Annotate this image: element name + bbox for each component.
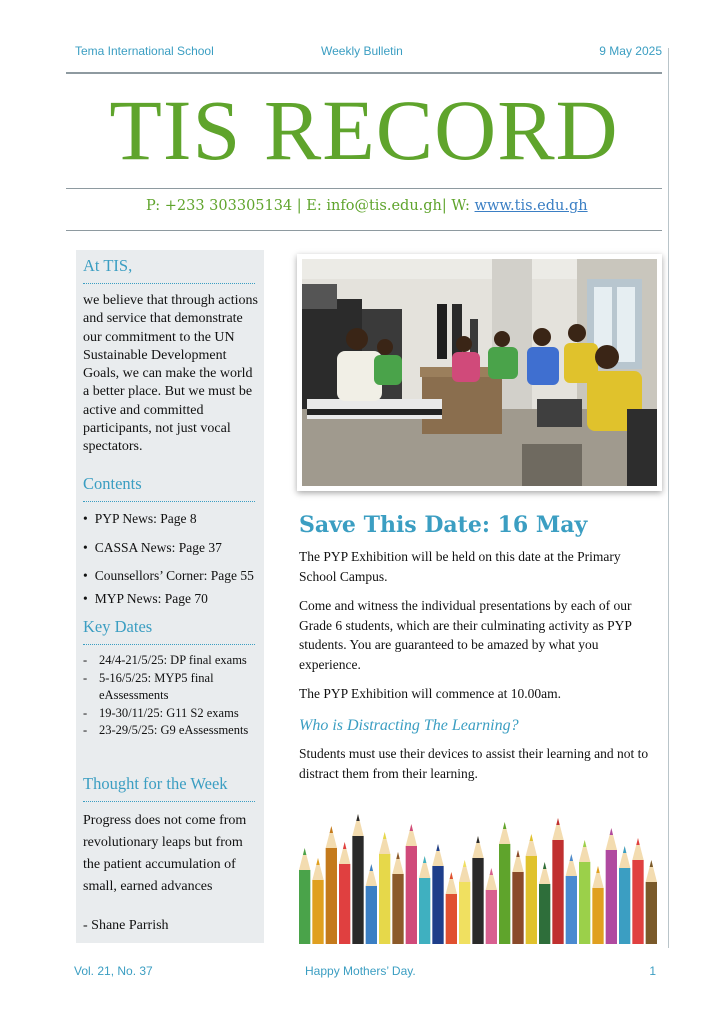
colored-pencils-illustration (298, 790, 658, 944)
dotted-divider (83, 501, 255, 502)
classroom-photo-image (302, 259, 657, 486)
page-number: 1 (649, 964, 656, 978)
classroom-photo-frame (297, 254, 662, 491)
issue-date: 9 May 2025 (599, 44, 662, 58)
divider (66, 188, 662, 189)
top-bar (66, 44, 662, 64)
contact-line (146, 198, 588, 214)
volume-number: Vol. 21, No. 37 (74, 964, 153, 978)
key-date-item: - 24/4-21/5/25: DP final exams (83, 652, 261, 670)
paragraph: Students must use their devices to assist their learning and not to distract them from their learning. (299, 746, 649, 781)
contents-item[interactable]: • PYP News: Page 8 (83, 511, 197, 527)
key-dates-list (83, 652, 261, 740)
pencils-image (298, 790, 658, 944)
contents-item[interactable]: • MYP News: Page 70 (83, 591, 208, 607)
key-date-item: - 19-30/11/25: G11 S2 exams (83, 705, 261, 723)
school-name: Tema International School (75, 44, 214, 58)
subheading: Who is Distracting The Learning? (299, 717, 519, 734)
contact-phone-email: P: +233 303305134 | E: info@tis.edu.gh| W: (146, 198, 475, 214)
key-dates-heading: Key Dates (83, 617, 153, 636)
footer-message: Happy Mothers’ Day. (305, 964, 416, 978)
divider (66, 230, 662, 231)
thought-author: - Shane Parrish (83, 918, 169, 933)
dotted-divider (83, 283, 255, 284)
contents-heading: Contents (83, 474, 142, 493)
contents-item[interactable]: • Counsellors’ Corner: Page 55 (83, 568, 254, 584)
key-date-item: - 23-29/5/25: G9 eAssessments (83, 722, 261, 740)
right-frame-line (668, 48, 669, 948)
dotted-divider (83, 801, 255, 802)
paragraph: The PYP Exhibition will commence at 10.00am. (299, 686, 561, 701)
masthead-title: TIS RECORD (109, 82, 619, 178)
at-tis-heading: At TIS, (83, 256, 133, 275)
paragraph: The PYP Exhibition will be held on this date at the Primary School Campus. (299, 549, 621, 584)
website-link[interactable]: www.tis.edu.gh (474, 198, 588, 214)
paragraph: Come and witness the individual presentations by each of our Grade 6 students, which are their culminating activity as PYP students. You are guaranteed to be amazed by what you experience. (299, 598, 632, 672)
sidebar (76, 250, 264, 943)
at-tis-body: we believe that through actions and service that demonstrate our commitment to the UN Sustainable Development Goals, we can make the world a better place. But we must be active and committed participants, not just vocal spectators. (83, 293, 258, 455)
footer (66, 964, 656, 982)
classroom-photo (302, 259, 657, 486)
contents-item[interactable]: • CASSA News: Page 37 (83, 540, 222, 556)
dotted-divider (83, 644, 255, 645)
thought-quote: Progress does not come from revolutionary leaps but from the patient accumulation of small, earned advances (83, 813, 247, 894)
headline: Save This Date: 16 May (299, 512, 588, 538)
divider (66, 72, 662, 74)
key-date-item: - 5-16/5/25: MYP5 final eAssessments (83, 670, 261, 705)
thought-heading: Thought for the Week (83, 774, 228, 793)
bulletin-label: Weekly Bulletin (321, 44, 403, 58)
